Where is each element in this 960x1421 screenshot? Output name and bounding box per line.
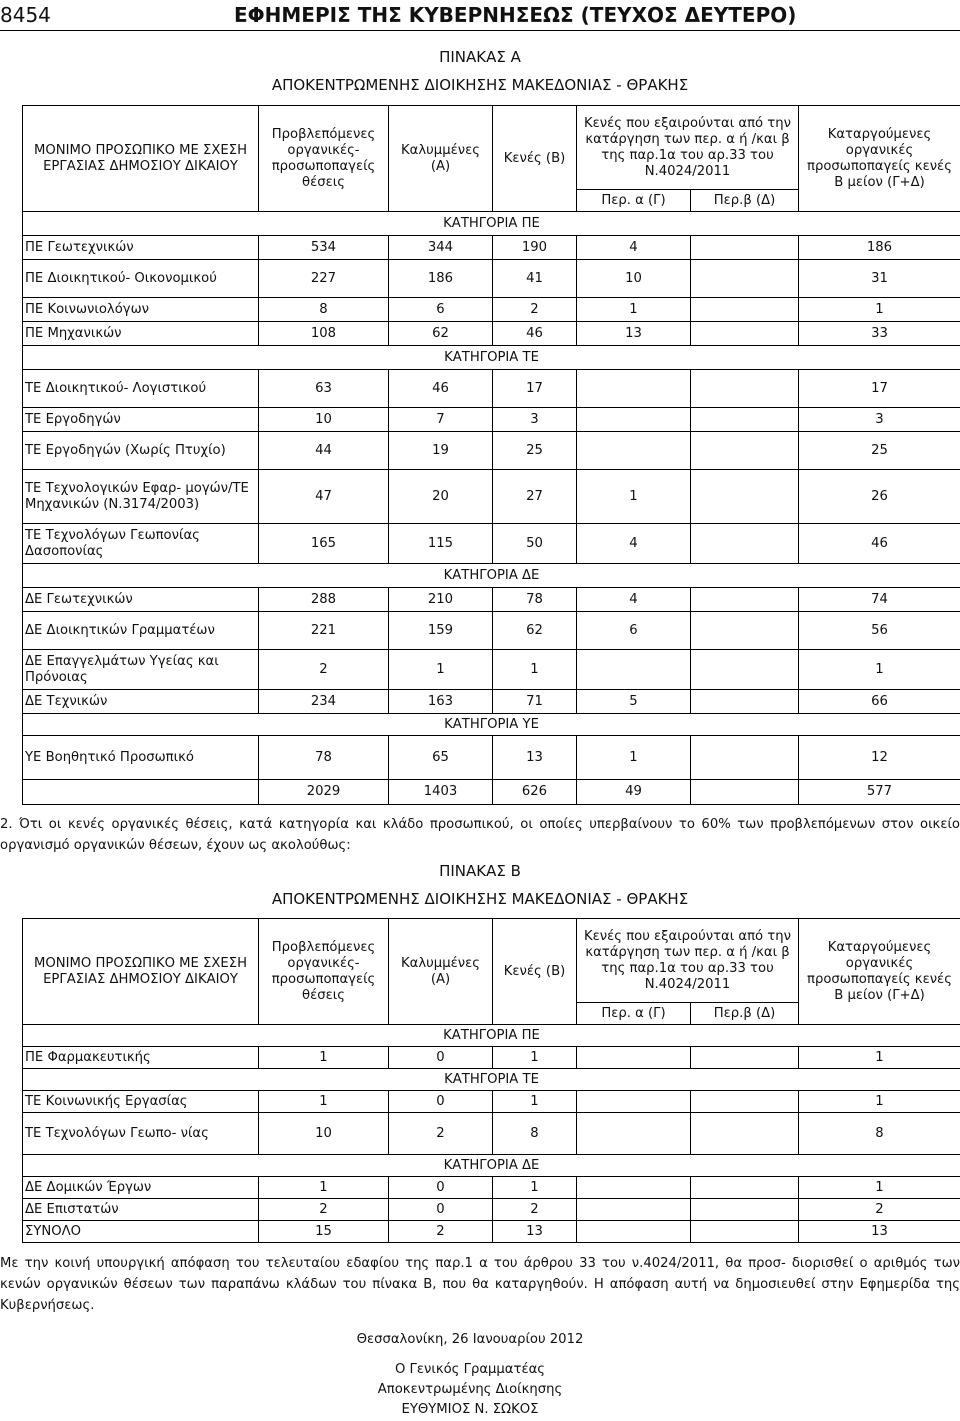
cell-covered: 1 xyxy=(389,650,493,690)
cell-name: ΠΕ Διοικητικού- Οικονομικού xyxy=(23,260,259,298)
cell-vacant: 1 xyxy=(493,1047,577,1069)
col-header-excluded: Κενές που εξαιρούνται από την κατάργηση των περ. α ή /και β της παρ.1α του αρ.33 του Ν.4024/2011 xyxy=(577,106,799,190)
cell-vacant: 41 xyxy=(493,260,577,298)
cell-vacant: 1 xyxy=(493,1177,577,1199)
category-de: ΚΑΤΗΓΟΡΙΑ ΔΕ xyxy=(23,1155,960,1177)
cell-vacant: 78 xyxy=(493,588,577,612)
cell-per-b xyxy=(691,524,799,564)
cell-planned: 15 xyxy=(259,1221,389,1243)
table-row xyxy=(23,650,960,690)
cell-planned: 8 xyxy=(259,298,389,322)
cell-per-b xyxy=(691,408,799,432)
cell-per-b xyxy=(691,236,799,260)
cell-vacant: 25 xyxy=(493,432,577,470)
table-row xyxy=(23,690,960,714)
cell-abolished: 46 xyxy=(799,524,960,564)
cell-per-a xyxy=(577,1113,691,1155)
cell-covered: 2 xyxy=(389,1221,493,1243)
cell-name: ΠΕ Μηχανικών xyxy=(23,322,259,346)
cell-name: ΠΕ Κοινωνιολόγων xyxy=(23,298,259,322)
cell-covered: 2 xyxy=(389,1113,493,1155)
col-header-per-a: Περ. α (Γ) xyxy=(577,190,691,212)
cell-abolished: 1 xyxy=(799,298,960,322)
table-row xyxy=(23,370,960,408)
category-de: ΚΑΤΗΓΟΡΙΑ ΔΕ xyxy=(23,564,960,588)
cell-per-b xyxy=(691,588,799,612)
publication-title: ΕΦΗΜΕΡΙΣ ΤΗΣ ΚΥΒΕΡΝΗΣΕΩΣ (ΤΕΥΧΟΣ ΔΕΥΤΕΡΟ) xyxy=(234,3,797,27)
cell-abolished: 26 xyxy=(799,470,960,524)
cell-planned: 288 xyxy=(259,588,389,612)
cell-abolished: 8 xyxy=(799,1113,960,1155)
cell-planned: 44 xyxy=(259,432,389,470)
cell-vacant: 190 xyxy=(493,236,577,260)
cell-covered: 159 xyxy=(389,612,493,650)
cell-name: ΠΕ Γεωτεχνικών xyxy=(23,236,259,260)
col-header-planned: Προβλεπόμενες οργανικές- προσωποπαγείς θέσεις xyxy=(259,919,389,1025)
col-header-covered: Καλυμμένες (Α) xyxy=(389,106,493,212)
cell-name: ΤΕ Τεχνολόγων Γεωπονίας Δασοπονίας xyxy=(23,524,259,564)
cell-per-b xyxy=(691,650,799,690)
cell-per-b xyxy=(691,432,799,470)
cell-covered: 7 xyxy=(389,408,493,432)
signature-authority: Αποκεντρωμένης Διοίκησης xyxy=(377,1382,563,1397)
col-header-per-b: Περ.β (Δ) xyxy=(691,1003,799,1025)
table-row xyxy=(23,1177,960,1199)
table-row xyxy=(23,736,960,780)
cell-per-b xyxy=(691,470,799,524)
cell-name: ΤΕ Εργοδηγών xyxy=(23,408,259,432)
table-row xyxy=(23,432,960,470)
table-row xyxy=(23,260,960,298)
cell-planned: 63 xyxy=(259,370,389,408)
table-row xyxy=(23,236,960,260)
cell-per-a xyxy=(577,370,691,408)
total-row xyxy=(23,780,960,805)
cell-per-b xyxy=(691,1177,799,1199)
cell-abolished: 33 xyxy=(799,322,960,346)
cell-per-b xyxy=(691,322,799,346)
cell-per-b xyxy=(691,370,799,408)
cell-covered: 1403 xyxy=(389,780,493,805)
cell-covered: 6 xyxy=(389,298,493,322)
cell-covered: 0 xyxy=(389,1177,493,1199)
col-header-per-b: Περ.β (Δ) xyxy=(691,190,799,212)
category-ye: ΚΑΤΗΓΟΡΙΑ ΥΕ xyxy=(23,714,960,736)
cell-per-b xyxy=(691,736,799,780)
table-b xyxy=(22,918,960,1243)
cell-name: ΔΕ Γεωτεχνικών xyxy=(23,588,259,612)
cell-vacant: 13 xyxy=(493,736,577,780)
col-header-covered: Καλυμμένες (Α) xyxy=(389,919,493,1025)
col-header-abolished: Καταργούμενες οργανικές προσωποπαγείς κενές Β μείον (Γ+Δ) xyxy=(799,919,960,1025)
table-a-subtitle: ΑΠΟΚΕΝΤΡΩΜΕΝΗΣ ΔΙΟΙΚΗΣΗΣ ΜΑΚΕΔΟΝΙΑΣ - ΘΡΑΚΗΣ xyxy=(271,76,689,94)
cell-vacant: 1 xyxy=(493,1091,577,1113)
cell-name: ΔΕ Διοικητικών Γραμματέων xyxy=(23,612,259,650)
cell-planned: 2 xyxy=(259,1199,389,1221)
cell-name: ΔΕ Δομικών Έργων xyxy=(23,1177,259,1199)
total-row xyxy=(23,1221,960,1243)
cell-abolished: 74 xyxy=(799,588,960,612)
cell-name xyxy=(23,780,259,805)
cell-abolished: 66 xyxy=(799,690,960,714)
cell-per-a xyxy=(577,1177,691,1199)
cell-abolished: 1 xyxy=(799,1177,960,1199)
cell-per-a: 4 xyxy=(577,524,691,564)
cell-covered: 344 xyxy=(389,236,493,260)
cell-planned: 227 xyxy=(259,260,389,298)
cell-planned: 534 xyxy=(259,236,389,260)
table-row xyxy=(23,612,960,650)
cell-abolished: 31 xyxy=(799,260,960,298)
cell-vacant: 50 xyxy=(493,524,577,564)
cell-planned: 2029 xyxy=(259,780,389,805)
cell-name: ΔΕ Τεχνικών xyxy=(23,690,259,714)
cell-name: ΤΕ Εργοδηγών (Χωρίς Πτυχίο) xyxy=(23,432,259,470)
cell-per-a xyxy=(577,1047,691,1069)
cell-vacant: 2 xyxy=(493,298,577,322)
cell-name: ΤΕ Τεχνολογικών Εφαρ- μογών/ΤΕ Μηχανικών (Ν.3174/2003) xyxy=(23,470,259,524)
cell-planned: 108 xyxy=(259,322,389,346)
cell-abolished: 1 xyxy=(799,1091,960,1113)
cell-per-a xyxy=(577,1221,691,1243)
cell-covered: 186 xyxy=(389,260,493,298)
cell-planned: 1 xyxy=(259,1091,389,1113)
cell-planned: 165 xyxy=(259,524,389,564)
cell-per-a xyxy=(577,1199,691,1221)
closing-paragraph: Με την κοινή υπουργική απόφαση του τελευταίου εδαφίου της παρ.1 α του άρθρου 33 του ν.4024/2011, θα προσ- διορισθεί ο αριθμός των κενών οργανικών θέσεων των παραπάνω κλάδων του πίνακα Β, που θα καταργηθούν. Η απόφαση αυτή να δημοσιευθεί στην Εφημερίδα της Κυβερνήσεως. xyxy=(0,1256,960,1313)
table-row xyxy=(23,1091,960,1113)
cell-vacant: 1 xyxy=(493,650,577,690)
cell-per-a: 49 xyxy=(577,780,691,805)
cell-covered: 62 xyxy=(389,322,493,346)
cell-vacant: 71 xyxy=(493,690,577,714)
cell-planned: 78 xyxy=(259,736,389,780)
category-pe: ΚΑΤΗΓΟΡΙΑ ΠΕ xyxy=(23,212,960,236)
cell-covered: 0 xyxy=(389,1047,493,1069)
cell-per-b xyxy=(691,690,799,714)
cell-abolished: 2 xyxy=(799,1199,960,1221)
cell-per-b xyxy=(691,1113,799,1155)
page-number: 8454 xyxy=(0,3,51,27)
cell-per-b xyxy=(691,298,799,322)
cell-per-a xyxy=(577,432,691,470)
cell-covered: 0 xyxy=(389,1091,493,1113)
cell-covered: 19 xyxy=(389,432,493,470)
cell-per-b xyxy=(691,1047,799,1069)
cell-vacant: 27 xyxy=(493,470,577,524)
cell-vacant: 2 xyxy=(493,1199,577,1221)
cell-per-b xyxy=(691,1091,799,1113)
cell-per-a: 6 xyxy=(577,612,691,650)
col-header-staff: ΜΟΝΙΜΟ ΠΡΟΣΩΠΙΚΟ ΜΕ ΣΧΕΣΗ ΕΡΓΑΣΙΑΣ ΔΗΜΟΣΙΟΥ ΔΙΚΑΙΟΥ xyxy=(23,106,259,212)
cell-per-a: 10 xyxy=(577,260,691,298)
cell-planned: 2 xyxy=(259,650,389,690)
cell-abolished: 3 xyxy=(799,408,960,432)
cell-per-a: 1 xyxy=(577,470,691,524)
cell-abolished: 186 xyxy=(799,236,960,260)
cell-per-a: 5 xyxy=(577,690,691,714)
cell-per-b xyxy=(691,780,799,805)
intro-paragraph: 2. Ότι οι κενές οργανικές θέσεις, κατά κατηγορία και κλάδο προσωπικού, οι οποίες υπερβαίνουν το 60% των προβλεπόμενων στον οικείο οργανισμό οργανικών θέσεων, έχουν ως ακολούθως: xyxy=(0,817,960,853)
cell-vacant: 46 xyxy=(493,322,577,346)
cell-name: ΤΕ Τεχνολόγων Γεωπο- νίας xyxy=(23,1113,259,1155)
signature-role: Ο Γενικός Γραμματέας xyxy=(394,1362,546,1377)
table-row xyxy=(23,1199,960,1221)
cell-per-b xyxy=(691,612,799,650)
cell-per-a xyxy=(577,650,691,690)
cell-abolished: 1 xyxy=(799,1047,960,1069)
page-header xyxy=(0,0,960,31)
cell-name: ΤΕ Κοινωνικής Εργασίας xyxy=(23,1091,259,1113)
cell-vacant: 626 xyxy=(493,780,577,805)
col-header-planned: Προβλεπόμενες οργανικές- προσωποπαγείς θέσεις xyxy=(259,106,389,212)
cell-name: ΔΕ Επιστατών xyxy=(23,1199,259,1221)
cell-planned: 10 xyxy=(259,408,389,432)
cell-vacant: 62 xyxy=(493,612,577,650)
cell-name: ΠΕ Φαρμακευτικής xyxy=(23,1047,259,1069)
cell-covered: 210 xyxy=(389,588,493,612)
cell-abolished: 577 xyxy=(799,780,960,805)
cell-per-a: 13 xyxy=(577,322,691,346)
col-header-abolished: Καταργούμενες οργανικές προσωποπαγείς κενές Β μείον (Γ+Δ) xyxy=(799,106,960,212)
cell-covered: 0 xyxy=(389,1199,493,1221)
col-header-vacant: Κενές (Β) xyxy=(493,919,577,1025)
cell-name: ΥΕ Βοηθητικό Προσωπικό xyxy=(23,736,259,780)
cell-per-b xyxy=(691,260,799,298)
cell-abolished: 25 xyxy=(799,432,960,470)
cell-name: ΔΕ Επαγγελμάτων Υγείας και Πρόνοιας xyxy=(23,650,259,690)
cell-per-a: 1 xyxy=(577,298,691,322)
cell-vacant: 17 xyxy=(493,370,577,408)
cell-per-a: 4 xyxy=(577,588,691,612)
cell-planned: 234 xyxy=(259,690,389,714)
cell-covered: 46 xyxy=(389,370,493,408)
table-row xyxy=(23,1113,960,1155)
cell-per-b xyxy=(691,1221,799,1243)
category-te: ΚΑΤΗΓΟΡΙΑ ΤΕ xyxy=(23,346,960,370)
cell-per-a: 4 xyxy=(577,236,691,260)
cell-name: ΣΥΝΟΛΟ xyxy=(23,1221,259,1243)
cell-abolished: 13 xyxy=(799,1221,960,1243)
cell-vacant: 13 xyxy=(493,1221,577,1243)
cell-abolished: 1 xyxy=(799,650,960,690)
col-header-staff: ΜΟΝΙΜΟ ΠΡΟΣΩΠΙΚΟ ΜΕ ΣΧΕΣΗ ΕΡΓΑΣΙΑΣ ΔΗΜΟΣΙΟΥ ΔΙΚΑΙΟΥ xyxy=(23,919,259,1025)
table-row xyxy=(23,1047,960,1069)
table-b-subtitle: ΑΠΟΚΕΝΤΡΩΜΕΝΗΣ ΔΙΟΙΚΗΣΗΣ ΜΑΚΕΔΟΝΙΑΣ - ΘΡΑΚΗΣ xyxy=(271,890,689,908)
table-a-title: ΠΙΝΑΚΑΣ Α xyxy=(439,48,521,66)
cell-planned: 10 xyxy=(259,1113,389,1155)
table-row xyxy=(23,524,960,564)
cell-per-b xyxy=(691,1199,799,1221)
col-header-per-a: Περ. α (Γ) xyxy=(577,1003,691,1025)
col-header-excluded: Κενές που εξαιρούνται από την κατάργηση των περ. α ή /και β της παρ.1α του αρ.33 του Ν.4024/2011 xyxy=(577,919,799,1003)
cell-abolished: 56 xyxy=(799,612,960,650)
table-row xyxy=(23,298,960,322)
cell-planned: 1 xyxy=(259,1047,389,1069)
table-row xyxy=(23,470,960,524)
table-row xyxy=(23,588,960,612)
table-a xyxy=(22,105,960,805)
cell-vacant: 3 xyxy=(493,408,577,432)
cell-planned: 221 xyxy=(259,612,389,650)
cell-planned: 47 xyxy=(259,470,389,524)
cell-covered: 163 xyxy=(389,690,493,714)
cell-vacant: 8 xyxy=(493,1113,577,1155)
table-row xyxy=(23,322,960,346)
signature-place-date: Θεσσαλονίκη, 26 Ιανουαρίου 2012 xyxy=(356,1332,584,1347)
cell-covered: 20 xyxy=(389,470,493,524)
col-header-vacant: Κενές (Β) xyxy=(493,106,577,212)
table-row xyxy=(23,408,960,432)
cell-per-a: 1 xyxy=(577,736,691,780)
cell-abolished: 12 xyxy=(799,736,960,780)
cell-planned: 1 xyxy=(259,1177,389,1199)
cell-abolished: 17 xyxy=(799,370,960,408)
table-b-title: ΠΙΝΑΚΑΣ Β xyxy=(439,862,521,880)
signature-name: ΕΥΘΥΜΙΟΣ Ν. ΣΩΚΟΣ xyxy=(401,1402,539,1417)
category-te: ΚΑΤΗΓΟΡΙΑ ΤΕ xyxy=(23,1069,960,1091)
cell-covered: 65 xyxy=(389,736,493,780)
cell-covered: 115 xyxy=(389,524,493,564)
cell-name: ΤΕ Διοικητικού- Λογιστικού xyxy=(23,370,259,408)
category-pe: ΚΑΤΗΓΟΡΙΑ ΠΕ xyxy=(23,1025,960,1047)
cell-per-a xyxy=(577,1091,691,1113)
cell-per-a xyxy=(577,408,691,432)
